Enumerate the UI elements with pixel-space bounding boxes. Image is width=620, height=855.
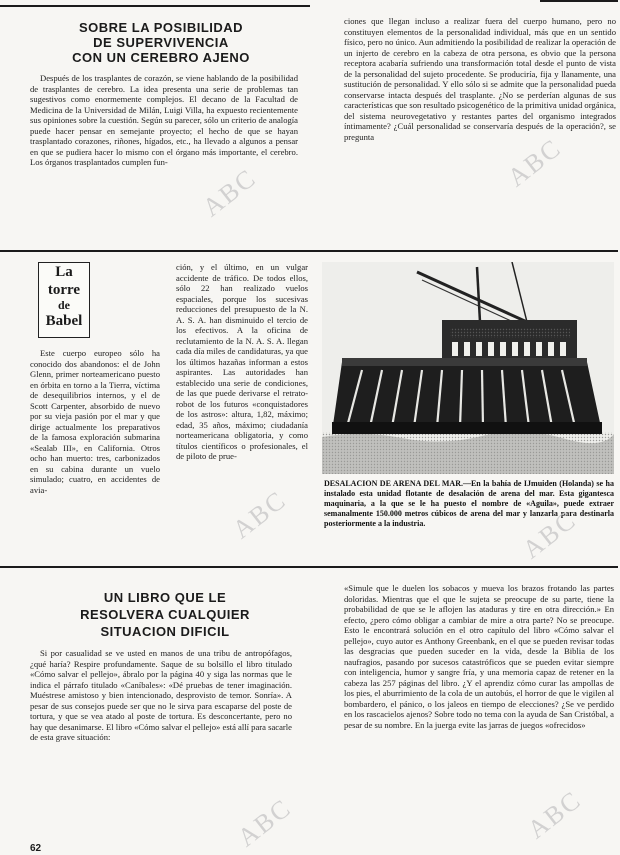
photo-caption: DESALACION DE ARENA DEL MAR.—En la bahía de IJmuiden (Holanda) se ha instalado esta unidad flotante de desalación de arena del mar. Esta gigantesca maquinaria, a la que se le ha puesto el nombre de «Aguila», puede extraer semanalmente 150.000 metros cúbicos de arena del mar y lanzarla para destinarla posteriormente a la industria. [324,479,614,528]
article3-headline [40,589,290,640]
article3-body-left [30,648,292,820]
abc-watermark: ABC [197,162,262,223]
page-number: 62 [30,843,42,854]
babel-title-box [38,262,90,338]
article1-body-right [344,16,616,212]
article2-paragraph-left: Este cuerpo europeo sólo ha conocido dos abandonos: el de John Glenn, primer norteamericano puesto en órbita en torno a la Tierra, víctima de desequilibrios internos, y el de Scott Carpenter, absorbido de nuevo por su vieja pasión por el mar y que dirige actualmente los preparativos de la famosa exploración submarina «Sealab III», en California. Otros ocho han muerto: tres, carbonizados en su cabina durante un vuelo simulado; cuatro, en accidentes de avia- [30,348,160,495]
babel-title-word1: La [55,264,73,280]
babel-title-word3: de [58,298,70,312]
babel-title-word2: torre [47,282,81,298]
article3-headline-line3: SITUACION DIFICIL [100,624,230,639]
section-divider-2 [0,566,618,568]
article3-headline-line2: RESOLVERA CUALQUIER [80,607,250,622]
dredger-photo [322,262,614,474]
abc-watermark: ABC [517,504,582,565]
section-divider-1 [0,250,618,252]
dredger-illustration [322,262,614,474]
abc-watermark: ABC [522,784,587,845]
article1-headline [30,20,292,65]
article2-body-mid [176,262,308,530]
article1-paragraph-right: ciones que llegan incluso a realizar fuera del cuerpo humano, pero no constituyen elementos de la personalidad individual, más que en un sentido físico, pero no único. Aun admitiendo la posibilidad de realizar la operación de un injerto de cerebro en la cabeza de otra persona, es obvio que la persona receptora acabaría sufriendo una transformación total desde el punto de vista de la personalidad del sujeto procedente. Se produciría, fija y llanamente, una sustitución de personalidad. Y ello sólo si se admite que la personalidad pueda conservarse intacta después del trasplante. ¿No se perderían algunas de sus características que son resultado psicogenético de la primitiva unidad orgánica, del sistema neurovegetativo y restantes partes del organismo integrados íntimamente? ¿Cuál personalidad se conservaría después de la operación?, se pregunta [344,16,616,142]
babel-title-word4: Babel [45,313,83,329]
article2-paragraph-mid: ción, y el último, en un vulgar accidente de tráfico. De todos ellos, sólo 22 han realizado vuelos espaciales, porque los sucesivas reducciones del presupuesto de la N. A. S. A. han disminuido el tercio de los efectivos. A la oficina de reclutamiento de la N. A. S. A. llegan cada día miles de candidaturas, ya que los últimos hazañas informan a estos aspirantes. Las autoridades han establecido una serie de condiciones, de las que puede derivarse el retrato-robot de los futuros «conquistadores de los astros»: altura, 1,82, máximo; edad, 35 años, máximo; ciudadanía norteamericana obligatoria, y como títulos científicos o profesionales, el de piloto de prue- [176,262,308,461]
article1-paragraph-left: Después de los trasplantes de corazón, se viene hablando de la posibilidad de trasplantes de cerebro. La idea presenta una serie de problemas tan sugestivos como enormemente complejos. El decano de la Facultad de Medicina de la Universidad de Milán, Luigi Villa, ha expuesto recientemente sus opiniones sobre la cuestión. Según su parecer, sólo un criterio de analogía puede hacer pensar en semejante proyecto; el hecho de que se hayan trasplantado corazones, riñones, hígados, etc., ha llevado a algunos a pensar en que se pudiera hacer lo mismo con el órgano más importante, el cerebro. Los órganos trasplantados cumplen fun- [30,73,298,167]
abc-watermark: ABC [227,484,292,545]
abc-watermark: ABC [502,132,567,193]
article3-headline-line1: UN LIBRO QUE LE [103,590,227,605]
top-rule [0,5,310,7]
article1-headline-line1: SOBRE LA POSIBILIDAD [78,20,244,35]
abc-watermark: ABC [232,792,297,853]
article1-headline-line2: DE SUPERVIVENCIA [93,35,229,50]
article3-paragraph-left: Si por casualidad se ve usted en manos de una tribu de antropófagos, ¿qué haría? Respire profundamente. Saque de su bolsillo el libro titulado «Cómo salvar el pellejo», ábralo por la página 40 y siga las normas que le indica el párrafo titulado «Caníbales»: «Dé pruebas de tener imaginación. Muéstrese amistoso y bien intencionado, desprovisto de temor. Sonría». A pesar de sus consejos puede ser que no le sirva para escaparse del poste de tortura, y que se vea atado al poste de tortura. Es desconcertante, pero no hay que desanimarse. El libro «Cómo salvar el pellejo» está allí para sacarle de esta grave situación: [30,648,292,742]
article1-headline-line3: CON UN CEREBRO AJENO [72,50,250,65]
top-rule-right [540,0,618,2]
article2-body-left [30,348,160,530]
article3-paragraph-right: «Simule que le duelen los sobacos y mueva los brazos frotando las partes doloridas. Mientras que el que le sujeta se preocupe de su parte, tiene la probabilidad de que se le aflojen las ataduras y tire en otra dirección.» En efecto, ¿pero cómo obligar a cambiar de mire a otra parte? No se preocupe. Esto le encontrará solución en el otro capítulo del libro «Cómo salvar el pellejo», cuyo autor es Anthony Greenbank, en el que se pueden revisar todas las desgracias que pueden suceder en la vida, desde la Biblia de los naufragios, pasando por sucesos catastróficos que se pueden evitar siempre con inteligencia, humor y sangre fría, y una memoria capaz de retener en la cabeza las 257 páginas del libro. ¿Y el aprendiz cómo curar las ampollas de los pies, el aburrimiento de la cola de un autobús, el horror de que le vigilen al bombardero, el pánico, o los jaleos en tiempo de elecciones? ¿Se ve perdido en los rascacielos ajenos? Sobre todo no tema con la ayuda de San Cristóbal, a pesar de su nombre. En la juerga evite las jarras de juegos «ofrecidos» [344,583,614,730]
